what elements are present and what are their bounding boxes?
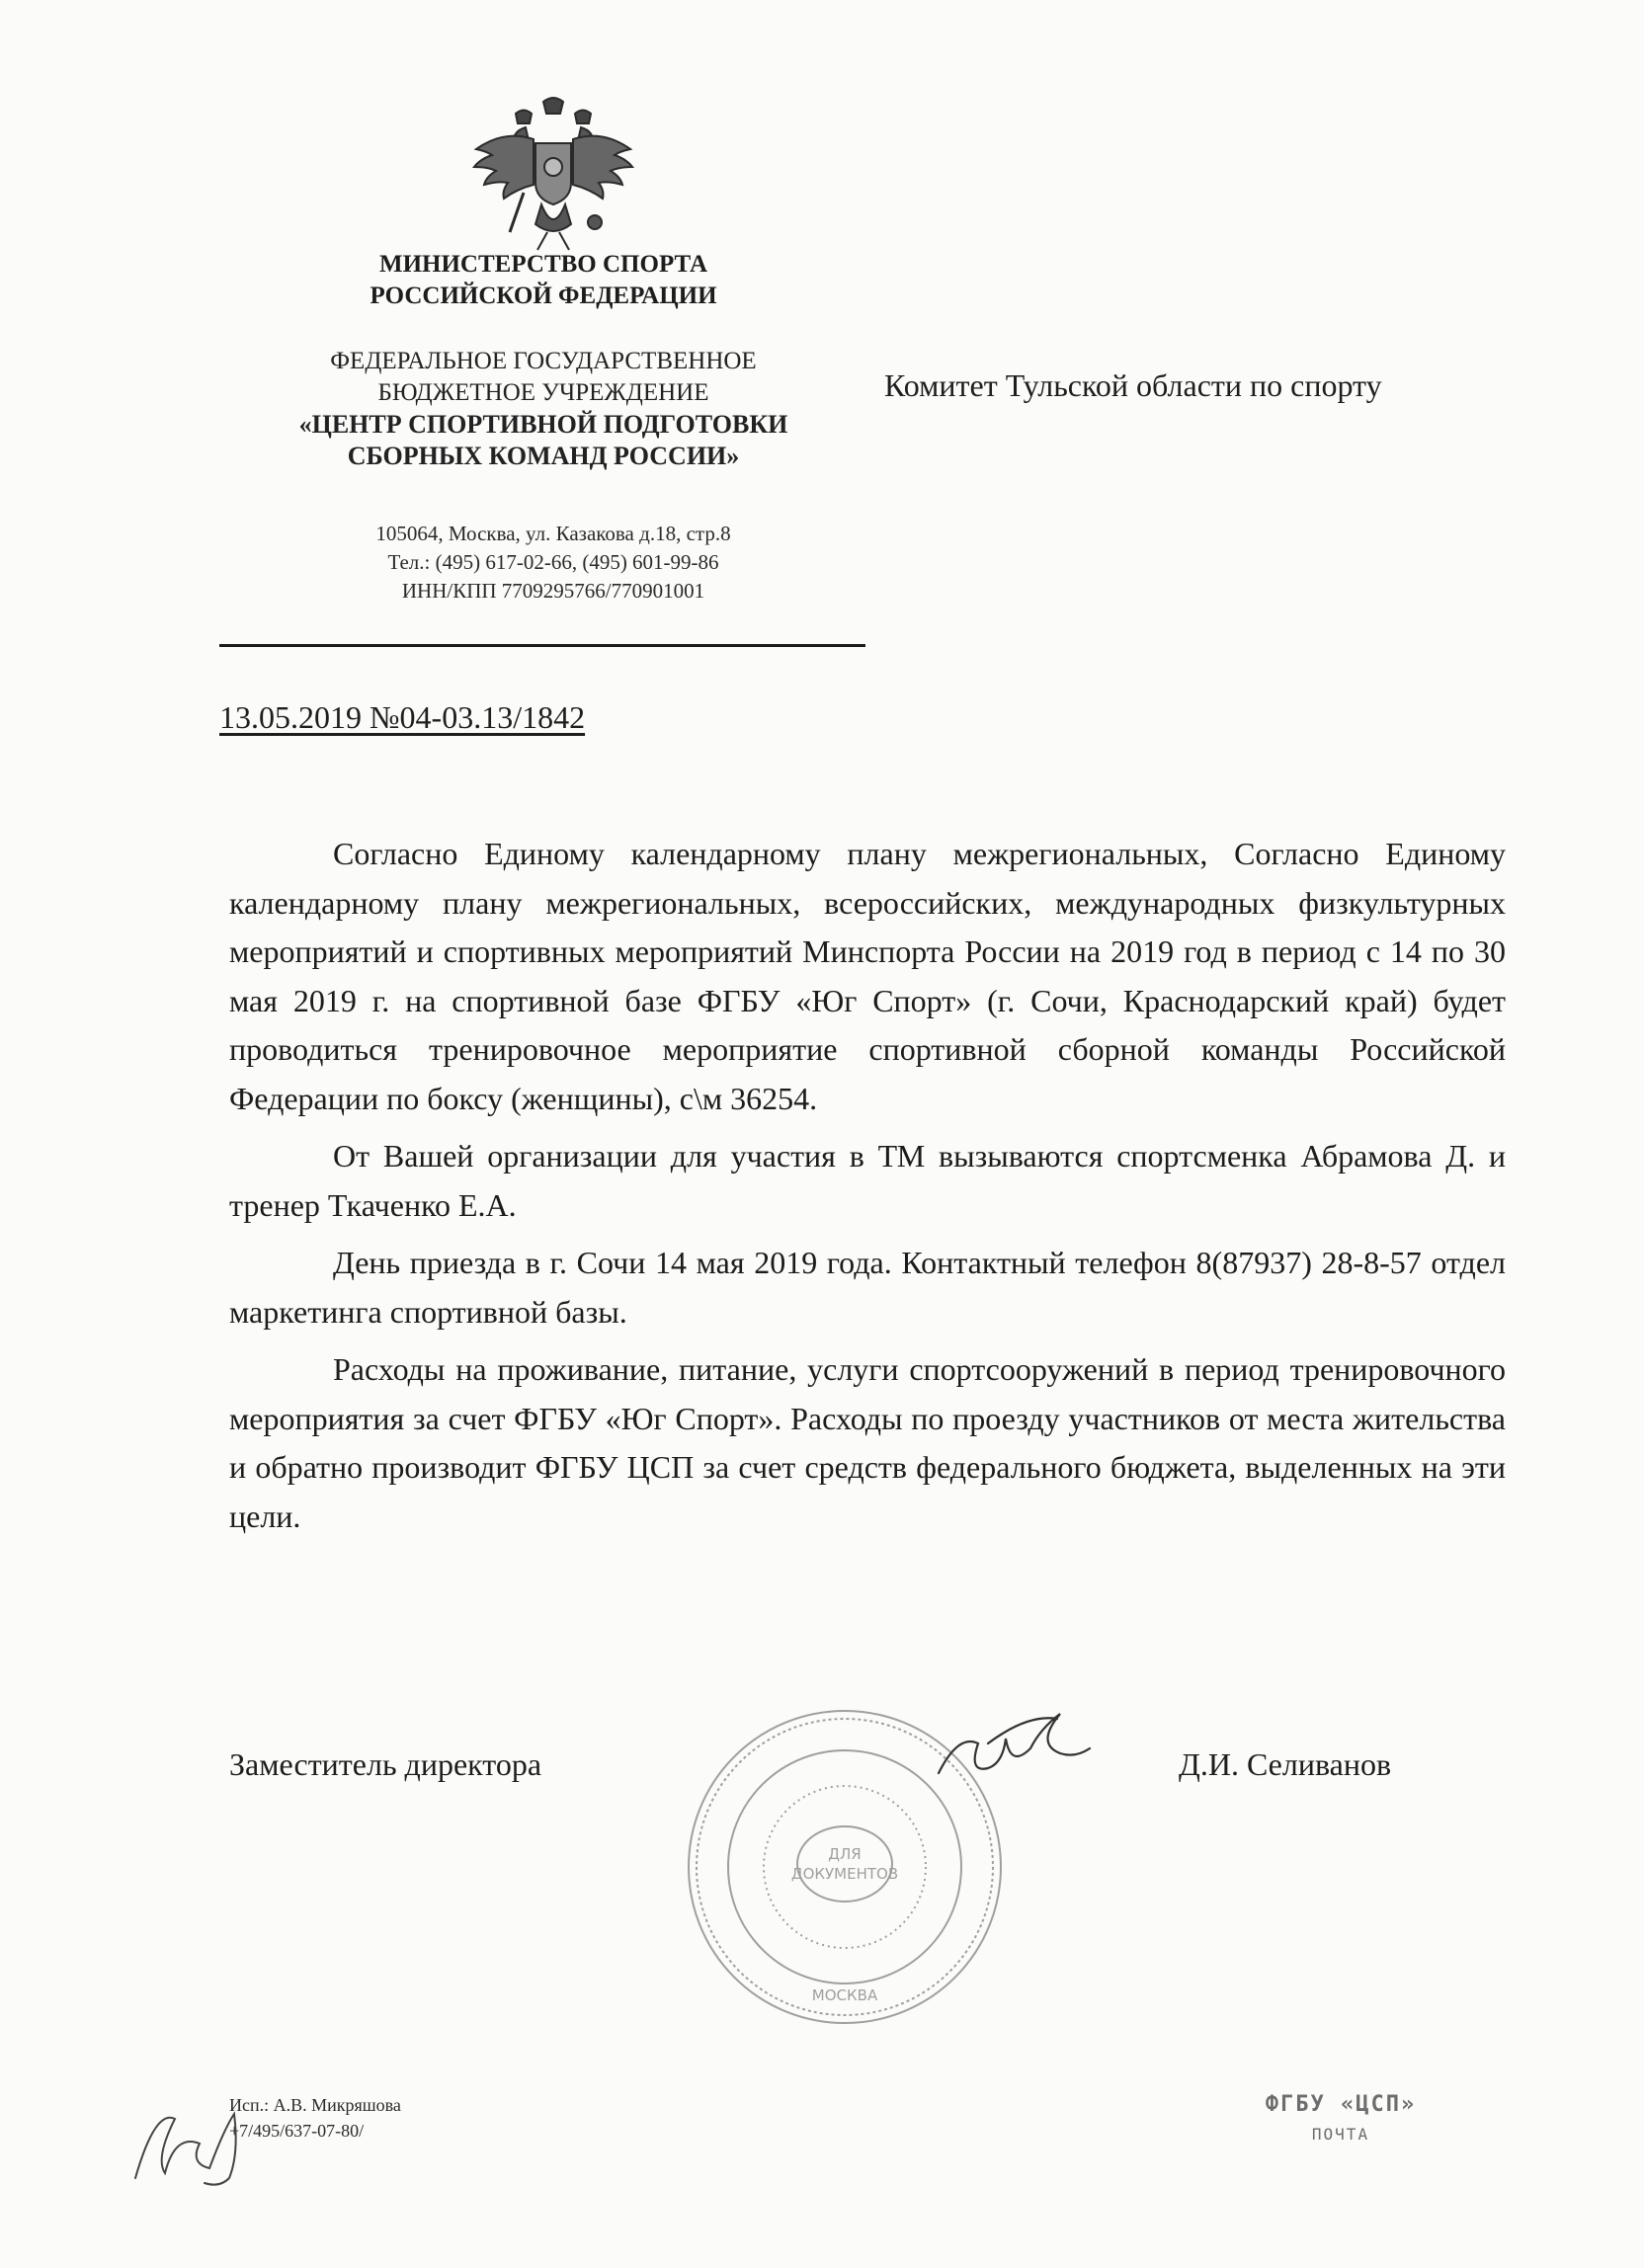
- paragraph-1: Согласно Единому календарному плану межрегиональных, Согласно Единому календарному плану межрегиональных, всероссийских, международных физкультурных мероприятий и спортивных мероприятий Минспорта России на 2019 год в период с 14 по 30 мая 2019 г. на спортивной базе ФГБУ «Юг Спорт» (г. Сочи, Краснодарский край) будет проводиться тренировочное мероприятие спортивной сборной команды Российской Федерации по боксу (женщины), с\м 36254.: [229, 836, 1506, 1116]
- handwritten-signature-icon: [929, 1704, 1097, 1803]
- address: 105064, Москва, ул. Казакова д.18, стр.8: [375, 522, 731, 545]
- contact-block: [247, 520, 860, 606]
- letter-body: [229, 830, 1506, 1550]
- inn-kpp: ИНН/КПП 7709295766/770901001: [401, 579, 705, 603]
- organization-block: [188, 346, 899, 472]
- paragraph-2: От Вашей организации для участия в ТМ вызываются спортсменка Абрамова Д. и тренер Ткаченко Е.А.: [229, 1138, 1506, 1223]
- org-name-line-1: «ЦЕНТР СПОРТИВНОЙ ПОДГОТОВКИ: [298, 410, 788, 439]
- org-line-2: БЮДЖЕТНОЕ УЧРЕЖДЕНИЕ: [377, 379, 709, 406]
- signatory-role: Заместитель директора: [229, 1746, 542, 1782]
- executor-signature-icon: [130, 2094, 244, 2193]
- header-divider: [219, 644, 865, 647]
- executor-phone: +7/495/637-07-80/: [229, 2121, 365, 2141]
- paragraph-4: Расходы на проживание, питание, услуги спортсооружений в период тренировочного мероприятия за счет ФГБУ «Юг Спорт». Расходы по проезду участников от места жительства и обратно производит ФГБУ ЦСП за счет средств федерального бюджета, выделенных на эти цели.: [229, 1351, 1506, 1534]
- org-line-1: ФЕДЕРАЛЬНОЕ ГОСУДАРСТВЕННОЕ: [330, 348, 757, 374]
- seal-bottom-text: МОСКВА: [811, 1986, 878, 2004]
- executor-name: Исп.: А.В. Микряшова: [229, 2095, 401, 2115]
- ministry-title: [227, 249, 860, 312]
- mail-stamp-line-1: ФГБУ «ЦСП»: [1265, 2092, 1417, 2117]
- registration-number: 13.05.2019 №04-03.13/1842: [219, 699, 586, 735]
- executor-block: [229, 2092, 401, 2144]
- coat-of-arms-emblem-icon: [464, 94, 642, 262]
- signatory-name: Д.И. Селиванов: [1179, 1746, 1392, 1782]
- paragraph-3: День приезда в г. Сочи 14 мая 2019 года. Контактный телефон 8(87937) 28-8-57 отдел маркетинга спортивной базы.: [229, 1245, 1506, 1330]
- seal-center-line-1: ДЛЯ: [828, 1845, 862, 1863]
- mail-stamp: [1217, 2092, 1464, 2144]
- phones: Тел.: (495) 617-02-66, (495) 601-99-86: [387, 550, 719, 574]
- ministry-line-2: РОССИЙСКОЙ ФЕДЕРАЦИИ: [370, 283, 717, 309]
- org-name-line-2: СБОРНЫХ КОМАНД РОССИИ»: [347, 442, 740, 470]
- seal-center-line-2: ДОКУМЕНТОВ: [790, 1865, 899, 1883]
- ministry-line-1: МИНИСТЕРСТВО СПОРТА: [378, 251, 708, 278]
- recipient: Комитет Тульской области по спорту: [884, 367, 1382, 403]
- mail-stamp-line-2: ПОЧТА: [1311, 2125, 1370, 2144]
